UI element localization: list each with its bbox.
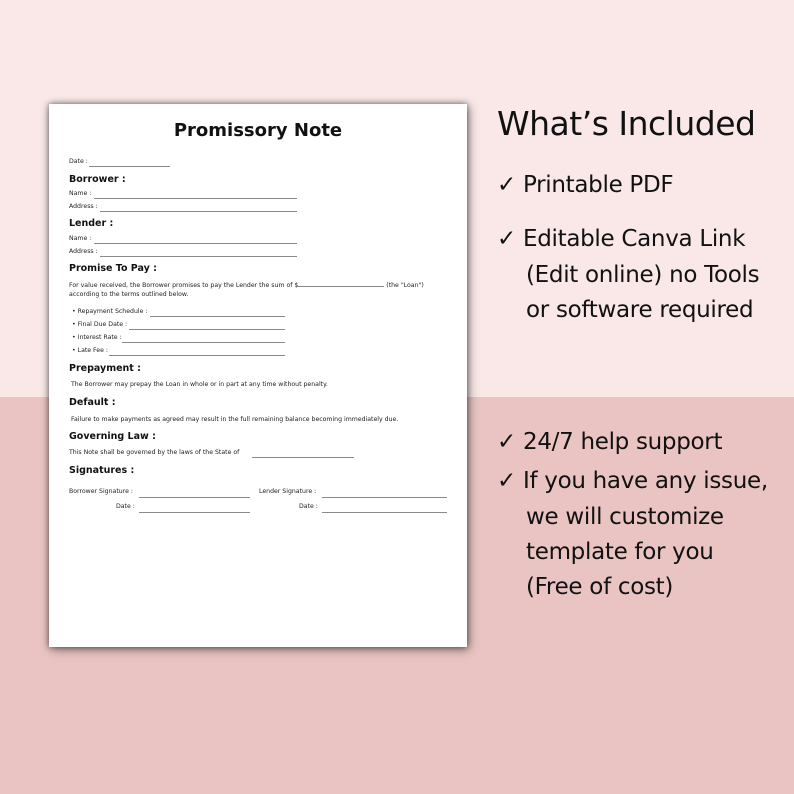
lender-address-label: Address :: [69, 248, 98, 255]
lender-address-line: [100, 256, 297, 257]
repayment-schedule-label: • Repayment Schedule :: [72, 308, 148, 315]
lender-name-line: [94, 243, 297, 244]
promise-text-line2: according to the terms outlined below.: [69, 291, 189, 298]
promise-text-b: (the "Loan"): [386, 282, 424, 289]
governing-law-text: This Note shall be governed by the laws of the State of: [69, 449, 240, 456]
interest-rate-label: • Interest Rate :: [72, 334, 122, 341]
support-24-7: ✓ 24/7 help support: [497, 429, 723, 455]
lender-sign-date-line: [322, 512, 447, 513]
support-any-issue: ✓ If you have any issue,: [497, 468, 768, 494]
prepayment-heading: Prepayment :: [69, 363, 141, 374]
promise-heading: Promise To Pay :: [69, 263, 157, 274]
support-free-of-cost: (Free of cost): [526, 574, 674, 600]
borrower-name-line: [94, 198, 297, 199]
prepayment-text: The Borrower may prepay the Loan in whole or in part at any time without penalty.: [71, 381, 328, 388]
whats-included-title: What’s Included: [497, 104, 756, 143]
borrower-signature-label: Borrower Signature :: [69, 488, 133, 495]
included-printable-pdf: ✓ Printable PDF: [497, 172, 674, 198]
state-line: [252, 457, 354, 458]
late-fee-line: [109, 355, 285, 356]
interest-rate-line: [122, 342, 285, 343]
lender-signature-line: [322, 497, 447, 498]
governing-law-heading: Governing Law :: [69, 431, 156, 442]
repayment-schedule-line: [150, 316, 285, 317]
borrower-heading: Borrower :: [69, 174, 126, 185]
borrower-sign-date-label: Date :: [116, 503, 135, 510]
signatures-heading: Signatures :: [69, 465, 135, 476]
borrower-name-label: Name :: [69, 190, 92, 197]
support-template: template for you: [526, 539, 714, 565]
borrower-address-line: [100, 211, 297, 212]
date-label: Date :: [69, 158, 88, 165]
date-field-line: [89, 166, 170, 167]
borrower-sign-date-line: [139, 512, 250, 513]
borrower-address-label: Address :: [69, 203, 98, 210]
loan-amount-blank: [298, 280, 384, 287]
default-heading: Default :: [69, 397, 116, 408]
final-due-date-line: [129, 329, 285, 330]
lender-sign-date-label: Date :: [299, 503, 318, 510]
document-title: Promissory Note: [173, 120, 343, 141]
included-edit-online: (Edit online) no Tools: [526, 262, 760, 288]
support-customize: we will customize: [526, 504, 724, 530]
promissory-note-preview: [49, 104, 467, 647]
final-due-date-label: • Final Due Date :: [72, 321, 128, 328]
late-fee-label: • Late Fee :: [72, 347, 108, 354]
included-software-required: or software required: [526, 297, 754, 323]
included-editable-canva-link: ✓ Editable Canva Link: [497, 226, 746, 252]
default-text: Failure to make payments as agreed may result in the full remaining balance becoming immediately due.: [71, 416, 399, 423]
lender-heading: Lender :: [69, 218, 114, 229]
lender-name-label: Name :: [69, 235, 92, 242]
lender-signature-label: Lender Signature :: [259, 488, 317, 495]
promise-text-a: For value received, the Borrower promises to pay the Lender the sum of $: [69, 282, 299, 289]
borrower-signature-line: [139, 497, 250, 498]
